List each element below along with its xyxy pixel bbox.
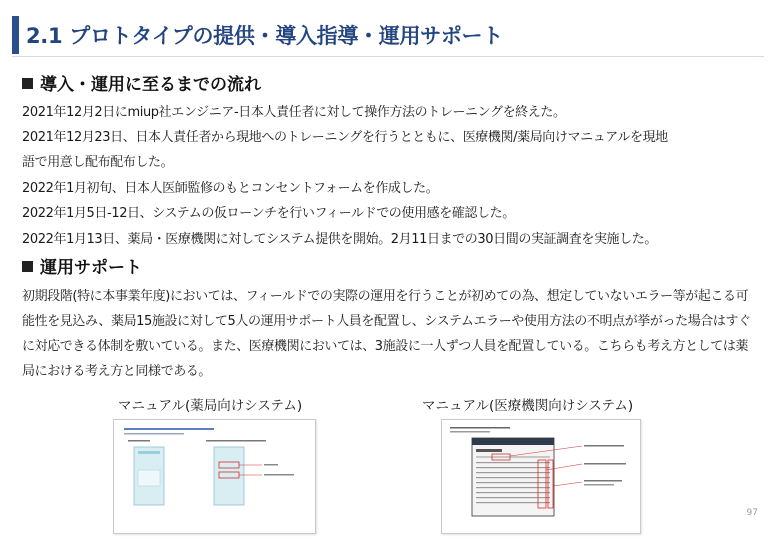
figure-caption-pharmacy: マニュアル(薬局向けシステム): [118, 398, 303, 414]
square-bullet-icon: [22, 261, 33, 272]
page-title: 2.1 プロトタイプの提供・導入指導・運用サポート: [26, 24, 503, 48]
section-heading-flow-text: 導入・運用に至るまでの流れ: [40, 75, 261, 95]
manual-thumbnail-medical: [441, 419, 641, 534]
figure-caption-medical: マニュアル(医療機関向けシステム): [422, 398, 634, 414]
flow-line-1: 2021年12月2日にmiup社エンジニア-日本人責任者に対して操作方法のトレーニングを終えた。: [22, 105, 566, 120]
section-heading-support: [22, 253, 142, 278]
manual-page-medical-image: [442, 420, 640, 533]
section-heading-flow: [22, 70, 261, 95]
flow-line-6: 2022年1月13日、薬局・医療機関に対してシステム提供を開始。2月11日までの30日間の実証調査を実施した。: [22, 232, 657, 247]
manual-page-pharmacy-image: [114, 420, 315, 533]
square-bullet-icon: [22, 78, 33, 89]
flow-line-4: 2022年1月初旬、日本人医師監修のもとコンセントフォームを作成した。: [22, 181, 439, 196]
section-heading-support-text: 運用サポート: [40, 258, 142, 278]
page-number: 97: [746, 508, 758, 518]
title-divider: [12, 56, 764, 57]
flow-line-5: 2022年1月5日-12日、システムの仮ローンチを行いフィールドでの使用感を確認した。: [22, 206, 515, 221]
title-accent-bar: [12, 16, 19, 54]
flow-line-3: 語で用意し配布配布した。: [22, 155, 174, 170]
support-paragraph: 初期段階(特に本事業年度)においては、フィールドでの実際の運用を行うことが初めての為、想定していないエラー等が起こる可能性を見込み、薬局15施設に対して5人の運用サポート人員を配置し、システムエラーや使用方法の不明点が挙がった場合はすぐに対応できる体制を敷いている。また、医療機関においては、3施設に一人ずつ人員を配置している。こちらも考え方としては薬局における考え方と同様である。: [22, 289, 751, 379]
manual-thumbnail-pharmacy: [113, 419, 316, 534]
flow-line-2: 2021年12月23日、日本人責任者から現地へのトレーニングを行うとともに、医療機関/薬局向けマニュアルを現地: [22, 130, 668, 145]
